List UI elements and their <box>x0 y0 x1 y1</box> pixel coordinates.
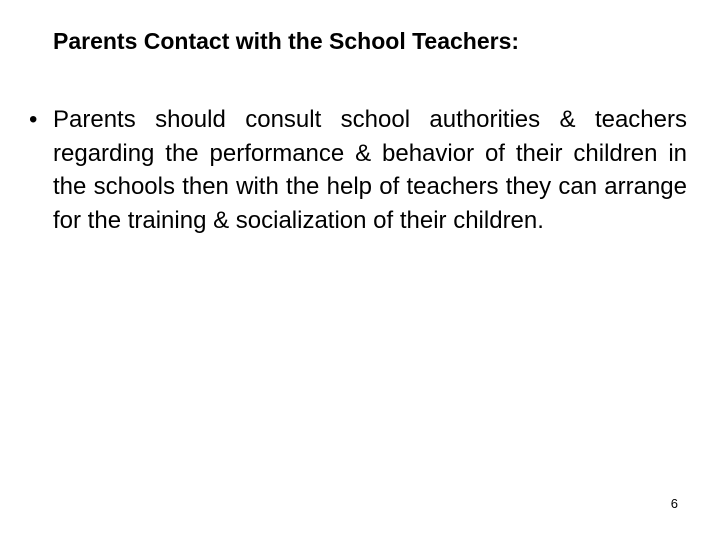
bullet-text: Parents should consult school authorities & teachers regarding the performance & behavior of their children in the schools then with the help of teachers they can arrange for the training & socialization of their children. <box>53 106 687 234</box>
slide-title: Parents Contact with the School Teachers: <box>53 28 520 54</box>
bullet-list <box>29 103 687 237</box>
page-number: 6 <box>670 496 678 511</box>
bullet-item <box>29 103 687 237</box>
bullet-marker: • <box>29 106 38 133</box>
